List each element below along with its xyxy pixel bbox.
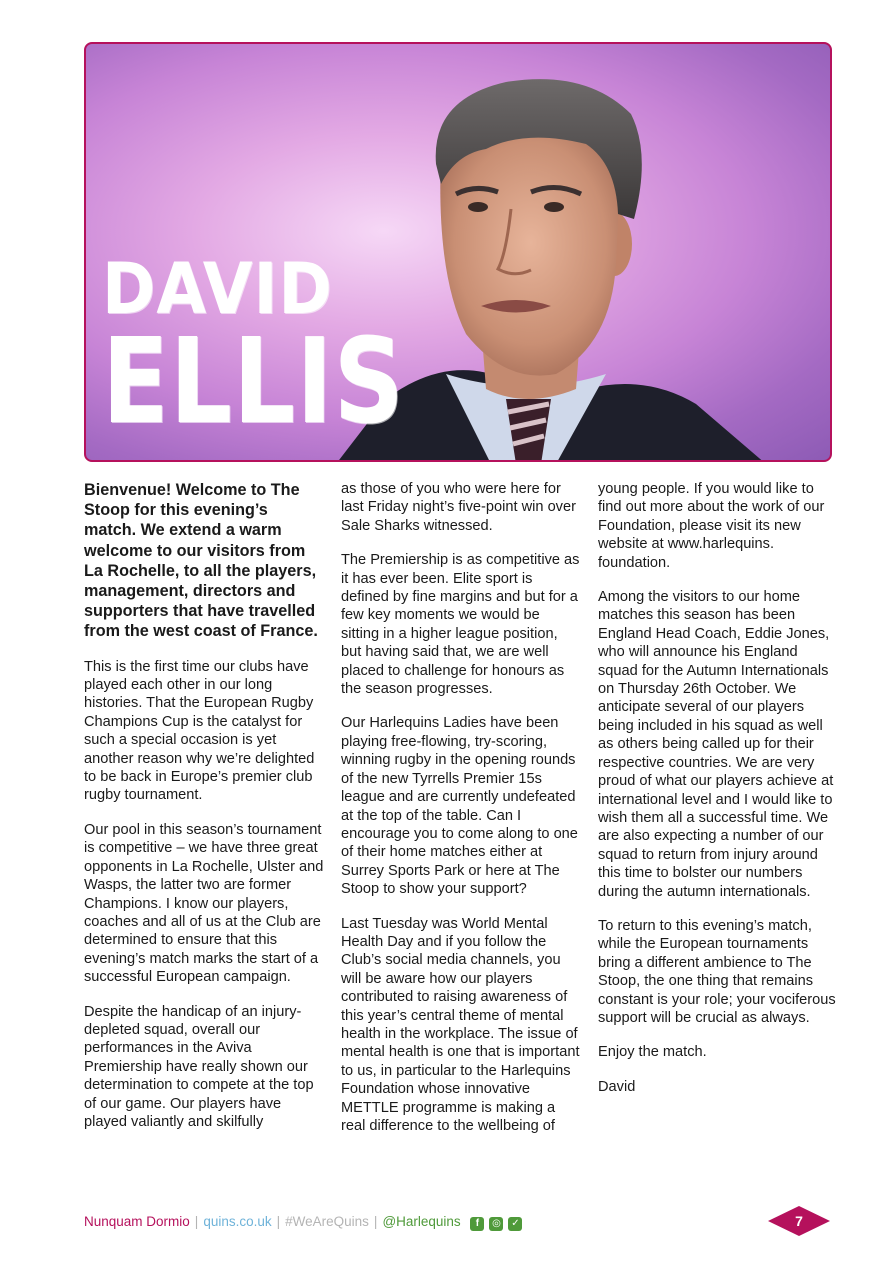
- hero-first-name: DAVID: [102, 248, 333, 330]
- body-paragraph: Our Harlequins Ladies have been playing free-flowing, try-scoring, winning rugby in the opening rounds of the new Tyrrells Premier 15s league and are currently undefeated at the top of the table. Can I encourage you to come along to one of their home matches either at Surrey Sports Park or here at The Stoop to show your support?: [341, 715, 578, 898]
- body-paragraph: Last Tuesday was World Mental Health Day and if you follow the Club’s social media channels, you will be aware how our players contributed to raising awareness of this year’s central theme of mental health in the workplace. The issue of mental health is one that is important to us, in particular to the Harlequins Foundation whose innovative METTLE programme is making a real difference to the wellbeing of: [341, 915, 580, 1134]
- page-number-badge: [768, 1205, 830, 1237]
- hashtag: #WeAreQuins: [285, 1214, 369, 1229]
- body-paragraph: Among the visitors to our home matches this season has been England Head Coach, Eddie Jones, who will announce his England squad for the Autumn Internationals on Thursday 26th October. We anticipate several of our players being included in his squad as well as others being called up for their respective countries. We are very proud of what our players achieve at international level and I would like to wish them all a successful time. We are also expecting a number of our squad to return from injury around this time to bolster our numbers during the autumn internationals.: [598, 589, 834, 900]
- body-paragraph: as those of you who were here for last Friday night’s five-point win over Sale Sharks witnessed.: [341, 481, 576, 534]
- text-column-2: [341, 480, 581, 1151]
- social-icons: [470, 1211, 527, 1233]
- body-paragraph: young people. If you would like to find out more about the work of our Foundation, please visit its new website at www.harlequins. foundation.: [598, 481, 825, 571]
- separator: |: [373, 1214, 378, 1229]
- hero-banner: [84, 42, 832, 462]
- instagram-icon[interactable]: ◎: [489, 1217, 503, 1231]
- hero-last-name: ELLIS: [102, 312, 405, 450]
- text-column-1: [84, 480, 324, 1147]
- signature: David: [598, 1078, 636, 1095]
- website-link[interactable]: quins.co.uk: [203, 1214, 272, 1229]
- body-paragraph: Our pool in this season’s tournament is competitive – we have three great opponents in La Rochelle, Ulster and Wasps, the latter two are former Champions. I know our players, coaches and all of us at the Club are determined to ensure that this evening’s match marks the start of a successful European campaign.: [84, 821, 324, 986]
- intro-paragraph: Bienvenue! Welcome to The Stoop for this evening’s match. We extend a warm welcome to our visitors from La Rochelle, to all the players, management, directors and supporters that have travelled from the west coast of France.: [84, 481, 318, 641]
- text-column-3: [598, 480, 838, 1112]
- body-paragraph: Despite the handicap of an injury-depleted squad, overall our performances in the Aviva Premiership have really shown our determination to compete at the top of our game. Our players have played valiantly and skilfully: [84, 1003, 314, 1130]
- twitter-icon[interactable]: ✓: [508, 1217, 522, 1231]
- separator: |: [194, 1214, 199, 1229]
- body-paragraph: This is the first time our clubs have played each other in our long histories. That the European Rugby Champions Cup is the catalyst for such a special occasion is yet another reason why we’re delighted to be back in Europe’s premier club rugby tournament.: [84, 658, 315, 804]
- social-handle: @Harlequins: [382, 1214, 461, 1229]
- page-number: 7: [795, 1213, 803, 1229]
- club-motto: Nunquam Dormio: [84, 1214, 190, 1229]
- body-paragraph: The Premiership is as competitive as it has ever been. Elite sport is defined by fine margins and but for a few key moments we would be sitting in a higher league position, but having said that, we are well placed to challenge for honours as the season progresses.: [341, 552, 580, 698]
- facebook-icon[interactable]: f: [470, 1217, 484, 1231]
- body-paragraph: To return to this evening’s match, while the European tournaments bring a different ambience to The Stoop, the one thing that remains constant is your role; your vociferous support will be crucial as always.: [598, 917, 836, 1026]
- body-paragraph: Enjoy the match.: [598, 1044, 707, 1061]
- page-footer: [84, 1211, 527, 1233]
- separator: |: [276, 1214, 281, 1229]
